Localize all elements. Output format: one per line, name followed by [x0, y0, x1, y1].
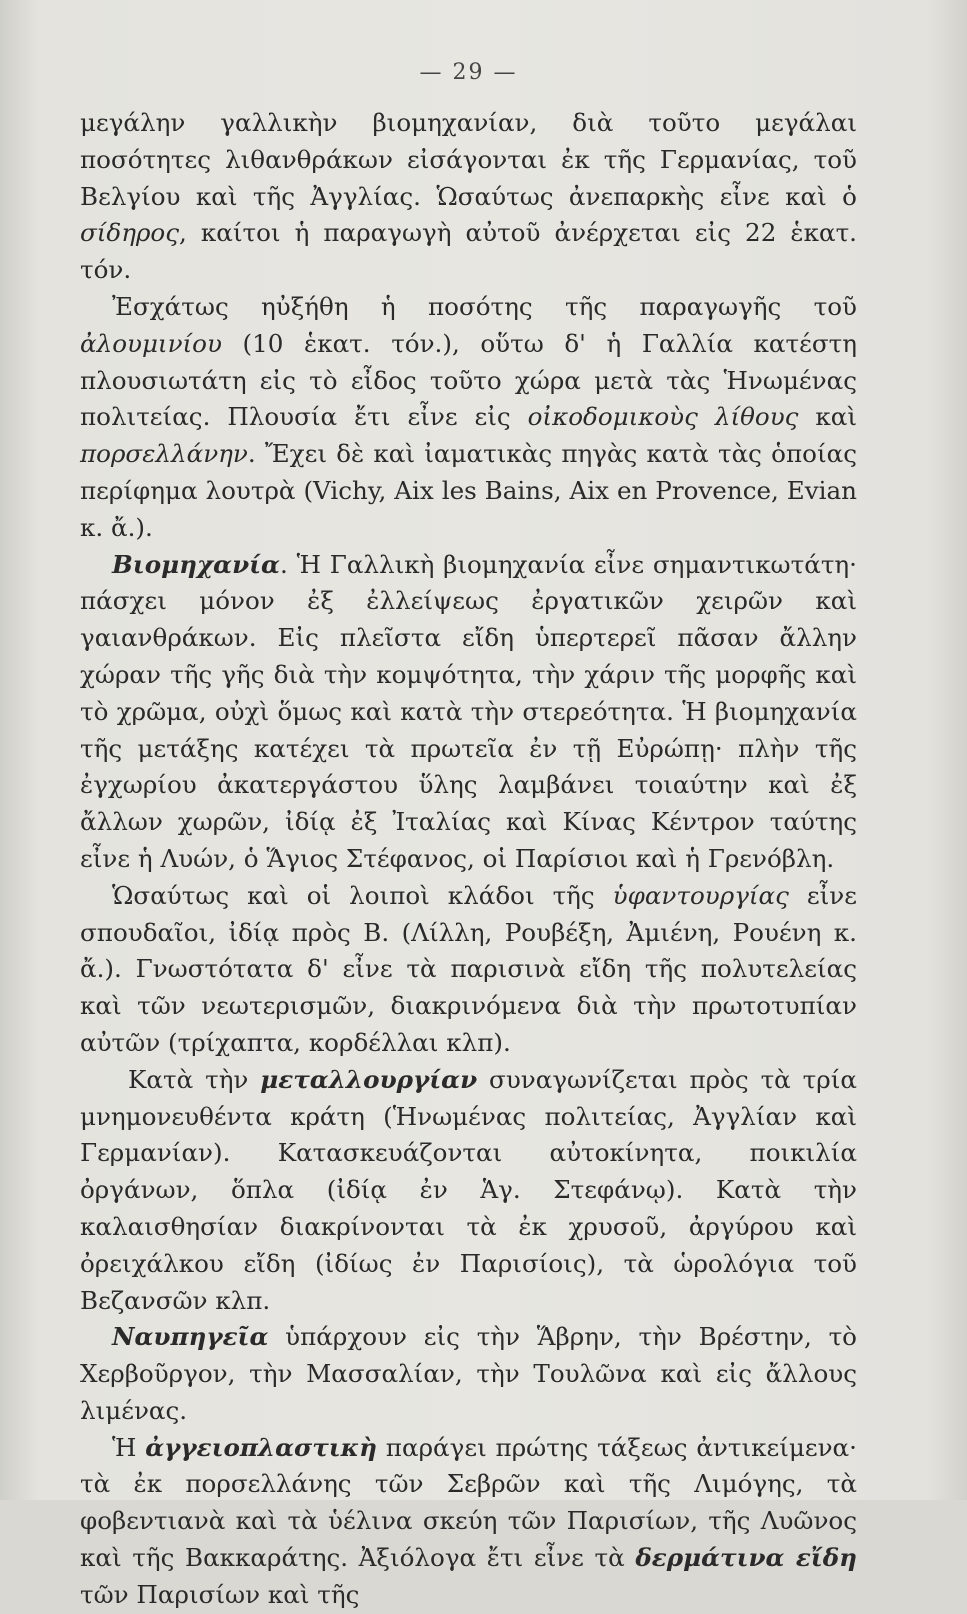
paragraph: Κατὰ τὴν μεταλλουργίαν συναγωνίζεται πρὸς τὰ τρία μνημονευθέντα κράτη (Ἡνωμένας πολιτείας, Ἀγγλίαν καὶ Γερμανίαν). Κατασκευάζονται αὐτοκίνητα, ποικιλία ὀργάνων, ὅπλα (ἰδίᾳ ἐν Ἁγ. Στεφάνῳ). Κατὰ τὴν καλαισθησίαν διακρίνονται τὰ ἐκ χρυσοῦ, ἀργύρου καὶ ὀρειχάλκου εἴδη (ἰδίως ἐν Παρισίοις), τὰ ὡρολόγια τοῦ Βεζανσῶν κλπ. — [80, 1064, 857, 1315]
paragraph: μεγάλην γαλλικὴν βιομηχανίαν, διὰ τοῦτο μεγάλαι ποσότητες λιθανθράκων εἰσάγονται ἐκ τῆς Γερμανίας, τοῦ Βελγίου καὶ τῆς Ἀγγλίας. Ὡσαύτως ἀνεπαρκὴς εἶνε καὶ ὁ σίδηρος, καίτοι ἡ παραγωγὴ αὐτοῦ ἀνέρχεται εἰς 22 ἑκατ. τόν. — [80, 108, 857, 285]
page-text — [80, 105, 857, 1614]
paragraph: Ἡ ἀγγειοπλαστικὴ παράγει πρώτης τάξεως ἀντικείμενα· τὰ ἐκ πορσελλάνης τῶν Σεβρῶν καὶ τῆς Λιμόγης, τὰ φοβεντιανὰ καὶ τὰ ὑέλινα σκεύη τῶν Παρισίων, τῆς Λυῶνος καὶ τῆς Βακκαράτης. Ἀξιόλογα ἔτι εἶνε τὰ δερμάτινα εἴδη τῶν Παρισίων καὶ τῆς — [80, 1432, 857, 1609]
section-heading: Βιομηχανία — [112, 549, 280, 579]
paragraph: Βιομηχανία. Ἡ Γαλλικὴ βιομηχανία εἶνε σημαντικωτάτη· πάσχει μόνον ἐξ ἐλλείψεως ἐργατικῶν χειρῶν καὶ γαιανθράκων. Εἰς πλεῖστα εἴδη ὑπερτερεῖ πᾶσαν ἄλλην χώραν τῆς γῆς διὰ τὴν κομψότητα, τὴν χάριν τῆς μορφῆς καὶ τὸ χρῶμα, οὐχὶ ὅμως καὶ κατὰ τὴν στερεότητα. Ἡ βιομηχανία τῆς μετάξης κατέχει τὰ πρωτεῖα ἐν τῇ Εὐρώπῃ· πλὴν τῆς ἐγχωρίου ἀκατεργάστου ὕλης λαμβάνει τοιαύτην καὶ ἐξ ἄλλων χωρῶν, ἰδίᾳ ἐξ Ἰταλίας καὶ Κίνας Κέντρον ταύτης εἶνε ἡ Λυών, ὁ Ἅγιος Στέφανος, οἱ Παρίσιοι καὶ ἡ Γρενόβλη. — [80, 549, 857, 873]
paragraph: Ἐσχάτως ηὐξήθη ἡ ποσότης τῆς παραγωγῆς τοῦ ἀλουμινίου (10 ἑκατ. τόν.), οὕτω δ' ἡ Γαλλία κατέστη πλουσιωτάτη εἰς τὸ εἶδος τοῦτο χώρα μετὰ τὰς Ἡνωμένας πολιτείας. Πλουσία ἔτι εἶνε εἰς οἰκοδομικοὺς λίθους καὶ πορσελλάνην. Ἔχει δὲ καὶ ἰαματικὰς πηγὰς κατὰ τὰς ὁποίας περίφημα λουτρὰ (Vichy, Aix les Bains, Aix en Provence, Evian κ. ἄ.). — [80, 291, 857, 542]
paragraph: Ναυπηγεῖα ὑπάρχουν εἰς τὴν Ἅβρην, τὴν Βρέστην, τὸ Χερβοῦργον, τὴν Μασσαλίαν, τὴν Τουλῶνα καὶ εἰς ἄλλους λιμένας. — [80, 1322, 857, 1425]
page-number: — 29 — — [419, 60, 518, 85]
paragraph: Ὡσαύτως καὶ οἱ λοιποὶ κλάδοι τῆς ὑφαντουργίας εἶνε σπουδαῖοι, ἰδίᾳ πρὸς Β. (Λίλλη, Ρουβέξη, Ἀμιένη, Ρουένη κ. ἄ.). Γνωστότατα δ' εἶνε τὰ παρισινὰ εἴδη τῆς πολυτελείας καὶ τῶν νεωτερισμῶν, διακρινόμενα διὰ τὴν πρωτοτυπίαν αὐτῶν (τρίχαπτα, κορδέλλαι κλπ). — [80, 880, 857, 1057]
